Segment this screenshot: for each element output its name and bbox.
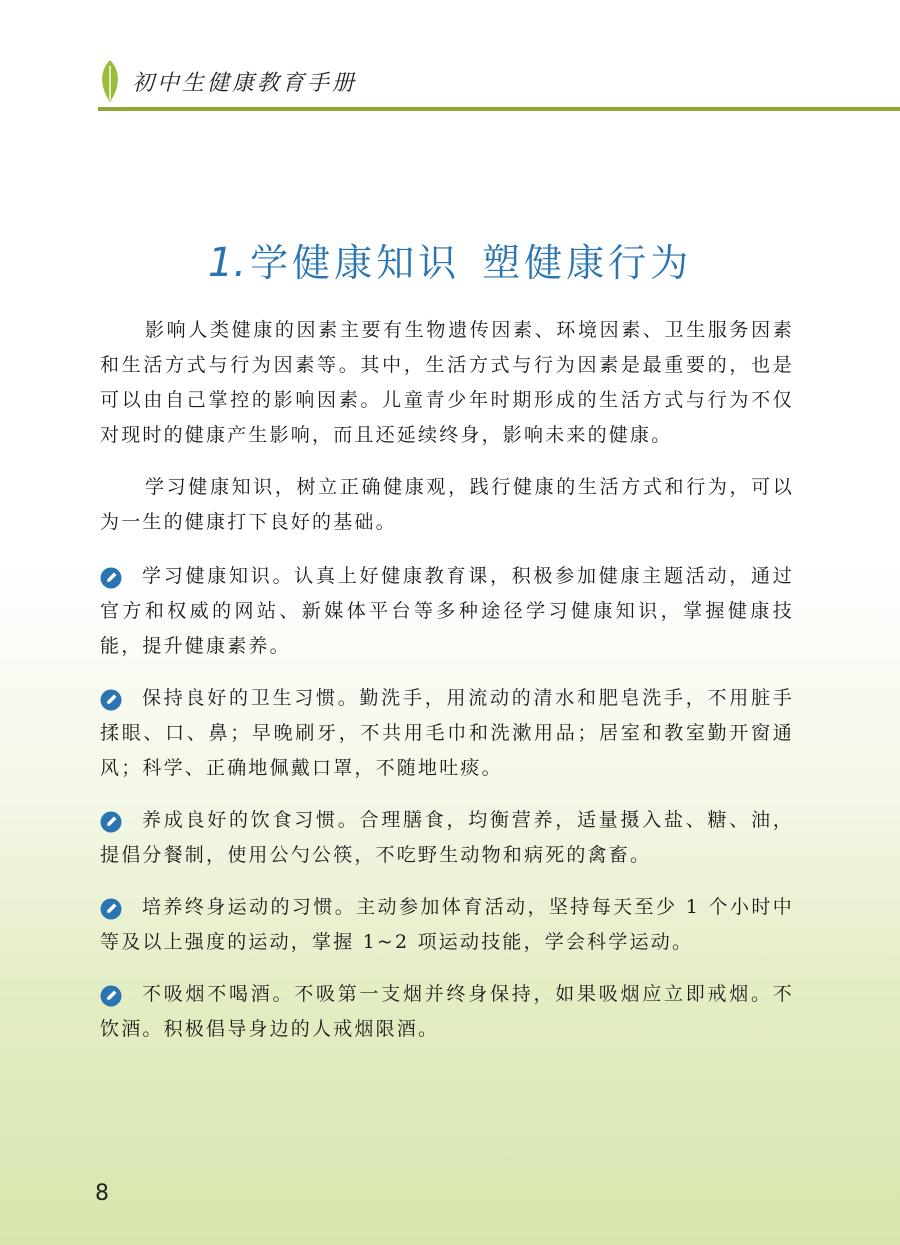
bullet-item [100,890,794,960]
bullet-item [100,559,794,664]
header-divider [98,107,900,111]
bullet-text: 学习健康知识。认真上好健康教育课，积极参加健康主题活动，通过官方和权威的网站、新媒体平台等多种途径学习健康知识，掌握健康技能，提升健康素养。 [100,565,794,657]
bullet-text: 保持良好的卫生习惯。勤洗手，用流动的清水和肥皂洗手，不用脏手揉眼、口、鼻；早晚刷牙，不共用毛巾和洗漱用品；居室和教室勤开窗通风；科学、正确地佩戴口罩，不随地吐痰。 [100,687,794,779]
leaf-icon [98,58,122,104]
bullet-text: 不吸烟不喝酒。不吸第一支烟并终身保持，如果吸烟应立即戒烟。不饮酒。积极倡导身边的人戒烟限酒。 [100,983,794,1040]
paragraph: 影响人类健康的因素主要有生物遗传因素、环境因素、卫生服务因素和生活方式与行为因素等。其中，生活方式与行为因素是最重要的，也是可以由自己掌控的影响因素。儿童青少年时期形成的生活方式与行为不仅对现时的健康产生影响，而且还延续终身，影响未来的健康。 [100,319,794,446]
pen-icon [100,689,122,711]
title-part-2: 塑健康行为 [482,241,693,285]
bullet-item [100,681,794,786]
header-title: 初中生健康教育手册 [132,71,358,96]
pen-icon [100,811,122,833]
page-number: 8 [95,1181,109,1206]
bullet-item [100,803,794,873]
section-number: 1. [207,240,247,286]
page-title [0,232,900,287]
paragraph: 学习健康知识，树立正确健康观，践行健康的生活方式和行为，可以为一生的健康打下良好的基础。 [100,476,794,533]
title-part-1: 学健康知识 [250,241,461,285]
pen-icon [100,567,122,589]
pen-icon [100,898,122,920]
bullet-item [100,977,794,1047]
pen-icon [100,985,122,1007]
bullet-text: 养成良好的饮食习惯。合理膳食，均衡营养，适量摄入盐、糖、油，提倡分餐制，使用公勺公筷，不吃野生动物和病死的禽畜。 [100,809,794,866]
body-content [100,313,794,1047]
bullet-text: 培养终身运动的习惯。主动参加体育活动，坚持每天至少 1 个小时中等及以上强度的运动，掌握 1~2 项运动技能，学会科学运动。 [100,896,794,953]
page-header [0,0,900,115]
